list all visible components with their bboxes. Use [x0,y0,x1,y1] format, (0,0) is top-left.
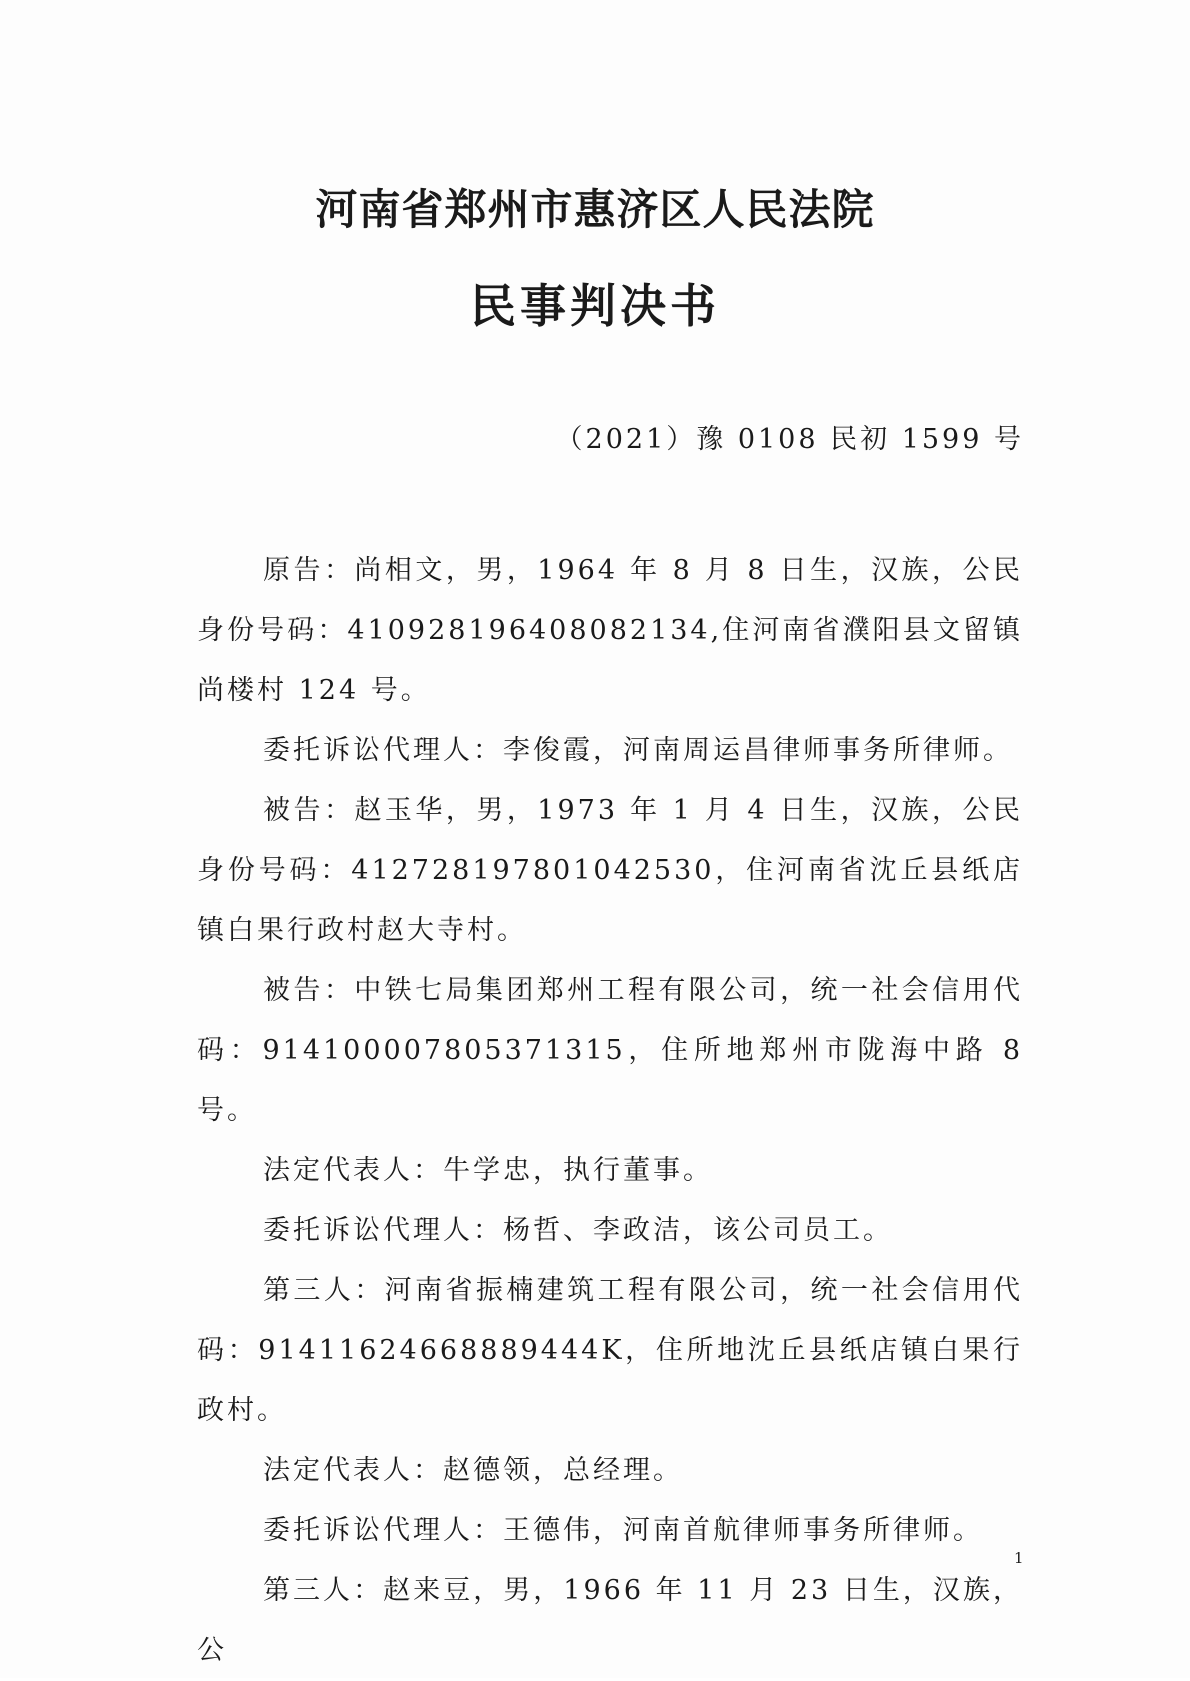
paragraph-defendant-2: 被告：中铁七局集团郑州工程有限公司，统一社会信用代码：914100007805371315，住所地郑州市陇海中路 8 号。 [197,975,1023,1126]
document-type-title: 民事判决书 [470,279,720,333]
paragraph-plaintiff-agent: 委托诉讼代理人：李俊霞，河南周运昌律师事务所律师。 [263,735,1013,766]
page-number: 1 [1014,1549,1024,1567]
paragraph-plaintiff: 原告：尚相文，男，1964 年 8 月 8 日生，汉族，公民身份号码：410928196408082134,住河南省濮阳县文留镇尚楼村 124 号。 [197,555,1023,706]
paragraph-third-party-1: 第三人：河南省振楠建筑工程有限公司，统一社会信用代码：91411624668889444K，住所地沈丘县纸店镇白果行政村。 [197,1275,1023,1426]
document-body [197,541,1023,1681]
paragraph-third-party-1-agent: 委托诉讼代理人：王德伟，河南首航律师事务所律师。 [263,1515,983,1546]
court-name: 河南省郑州市惠济区人民法院 [315,185,875,234]
paragraph-third-party-1-legal-rep: 法定代表人：赵德领，总经理。 [263,1455,683,1486]
case-number: （2021）豫 0108 民初 1599 号 [555,424,1024,455]
paragraph-defendant-2-legal-rep: 法定代表人：牛学忠，执行董事。 [263,1155,713,1186]
paragraph-defendant-2-agent: 委托诉讼代理人：杨哲、李政洁，该公司员工。 [263,1215,893,1246]
paragraph-third-party-2: 第三人：赵来豆，男，1966 年 11 月 23 日生，汉族，公 [197,1575,1023,1666]
paragraph-defendant-1: 被告：赵玉华，男，1973 年 1 月 4 日生，汉族，公民身份号码：412728197801042530，住河南省沈丘县纸店镇白果行政村赵大寺村。 [197,795,1023,946]
